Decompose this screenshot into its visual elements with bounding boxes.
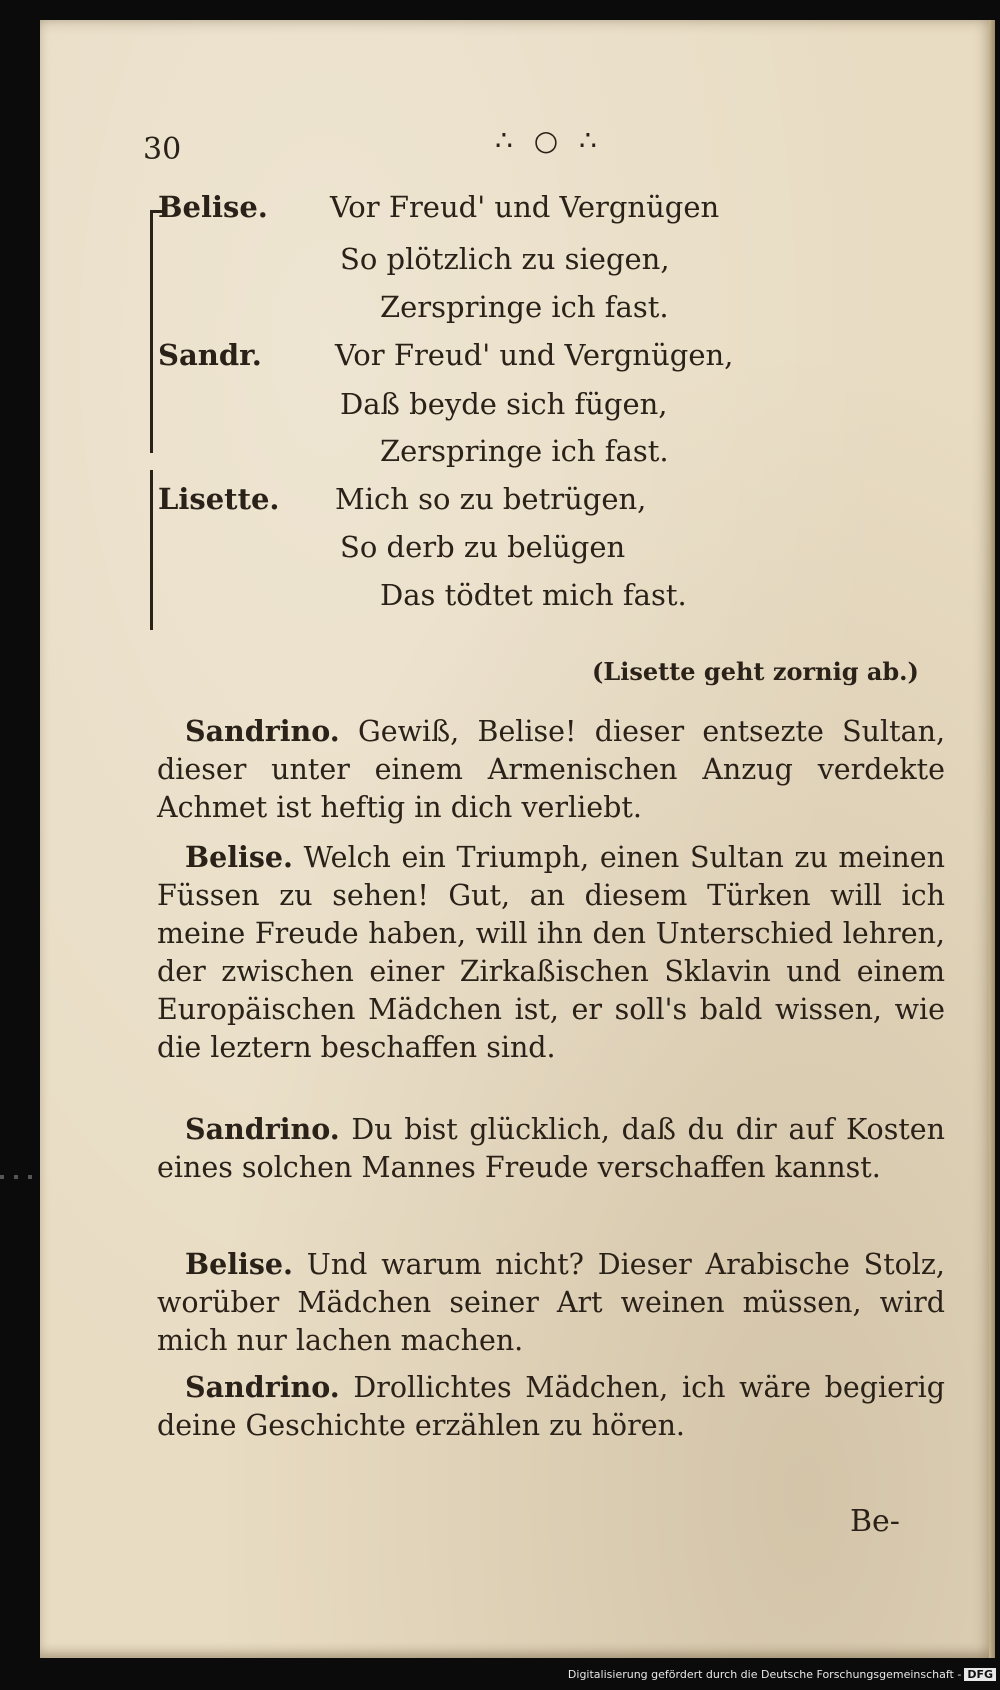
verse-line: Vor Freud' und Vergnügen,: [335, 338, 734, 372]
book-page: [40, 20, 995, 1658]
header-ornament: ∴ ○ ∴: [495, 124, 603, 157]
paragraph-speaker: Belise.: [185, 840, 293, 874]
verse-speaker: Lisette.: [158, 482, 280, 516]
paragraph-text: Gewiß, Belise! dieser entsezte Sultan, dieser unter einem Armenischen Anzug verdekte Achmet ist heftig in dich verliebt.: [157, 715, 946, 824]
paragraph-text: Drollichtes Mädchen, ich wäre begierig deine Geschichte erzählen zu hören.: [157, 1371, 945, 1442]
verse-speaker: Sandr.: [158, 338, 262, 372]
binding-edge: [0, 1175, 40, 1179]
verse-line: Das tödtet mich fast.: [380, 578, 687, 612]
paragraph-text: Und warum nicht? Dieser Arabische Stolz, worüber Mädchen seiner Art weinen müssen, wird mich nur lachen machen.: [157, 1248, 945, 1357]
verse-speaker: Belise.: [158, 190, 268, 224]
paragraph: [157, 1245, 945, 1360]
paragraph: [157, 838, 945, 1067]
paragraph: [157, 712, 945, 827]
verse-line: Daß beyde sich fügen,: [340, 387, 668, 421]
verse-bracket: [150, 210, 165, 453]
verse-line: Mich so zu betrügen,: [335, 482, 647, 516]
paragraph: [157, 1110, 945, 1187]
paragraph: [157, 1368, 945, 1445]
paragraph-speaker: Sandrino.: [185, 714, 340, 748]
page-number: 30: [143, 132, 182, 167]
verse-line: So derb zu belügen: [340, 530, 626, 564]
paragraph-text: Du bist glücklich, daß du dir auf Kosten eines solchen Mannes Freude verschaffen kannst.: [157, 1113, 945, 1184]
paragraph-speaker: Sandrino.: [185, 1112, 340, 1146]
digitization-credit: [0, 1668, 996, 1681]
verse-line: Zerspringe ich fast.: [380, 434, 669, 468]
paragraph-text: Welch ein Triumph, einen Sultan zu meinen Füssen zu sehen! Gut, an diesem Türken will ich meine Freude haben, will ihn den Unterschied lehren, der zwischen einer Zirkaßischen Sklavin und einem Europäischen Mädchen ist, er soll's bald wissen, wie die leztern beschaffen sind.: [157, 841, 945, 1064]
dfg-logo: DFG: [964, 1668, 996, 1681]
credit-text: Digitalisierung gefördert durch die Deutsche Forschungsgemeinschaft -: [567, 1668, 962, 1681]
paragraph-speaker: Sandrino.: [185, 1370, 340, 1404]
page-edge: [989, 20, 995, 1658]
verse-line: Zerspringe ich fast.: [380, 290, 669, 324]
paragraph-speaker: Belise.: [185, 1247, 293, 1281]
catchword: Be-: [850, 1504, 900, 1539]
verse-line: So plötzlich zu siegen,: [340, 242, 670, 276]
stage-direction: (Lisette geht zornig ab.): [592, 657, 919, 686]
verse-line: Vor Freud' und Vergnügen: [330, 190, 720, 224]
